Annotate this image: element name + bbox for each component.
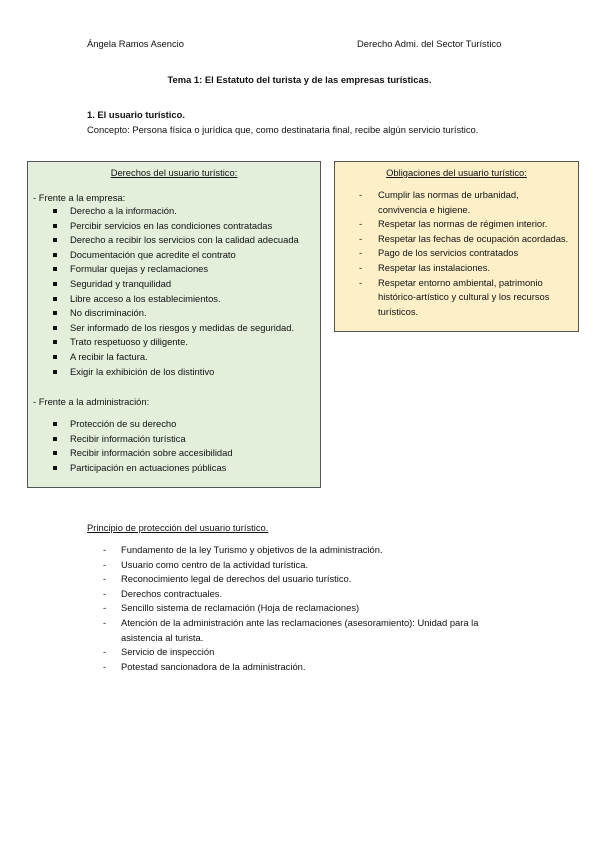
bullet-icon: [53, 326, 57, 330]
list-item: Percibir servicios en las condiciones contratadas: [70, 219, 273, 231]
section-heading: 1. El usuario turístico.: [87, 109, 185, 120]
dash-marker: -: [359, 247, 363, 259]
list-item: Exigir la exhibición de los distintivo: [70, 365, 215, 377]
bullet-icon: [53, 355, 57, 359]
dash-marker: -: [103, 558, 107, 570]
bullet-icon: [53, 209, 57, 213]
dash-marker: -: [103, 573, 107, 585]
bullet-icon: [53, 451, 57, 455]
bullet-icon: [53, 311, 57, 315]
list-item: Participación en actuaciones públicas: [70, 461, 227, 473]
document-title: Tema 1: El Estatuto del turista y de las empresas turísticas.: [167, 74, 432, 85]
list-item: Derecho a recibir los servicios con la calidad adecuada: [70, 234, 299, 246]
list-item: turísticos.: [378, 305, 419, 317]
admin-heading: - Frente a la administración:: [33, 396, 150, 407]
concept-text: Concepto: Persona física o jurídica que, como destinataria final, recibe algún servicio turístico.: [87, 124, 479, 135]
author-name: Ángela Ramos Asencio: [87, 38, 184, 49]
list-item: Recibir información turística: [70, 432, 186, 444]
list-item: A recibir la factura.: [70, 351, 148, 362]
dash-marker: -: [103, 544, 107, 555]
dash-marker: -: [103, 602, 107, 614]
list-item: Protección de su derecho: [70, 418, 177, 429]
list-item: Usuario como centro de la actividad turística.: [121, 558, 309, 570]
obligations-title: Obligaciones del usuario turístico:: [386, 167, 527, 178]
list-item: Cumplir las normas de urbanidad,: [378, 189, 519, 200]
dash-marker: -: [103, 587, 107, 599]
list-item: asistencia al turista.: [121, 631, 204, 643]
bullet-icon: [53, 238, 57, 242]
list-item: histórico-artístico y cultural y los recursos: [378, 291, 550, 303]
list-item: Trato respetuoso y diligente.: [70, 336, 188, 348]
dash-marker: -: [103, 646, 107, 658]
list-item: Documentación que acredite el contrato: [70, 248, 236, 260]
list-item: Seguridad y tranquilidad: [70, 278, 172, 289]
dash-marker: -: [103, 617, 107, 628]
list-item: Recibir información sobre accesibilidad: [70, 447, 233, 459]
bullet-icon: [53, 224, 57, 228]
bullet-icon: [53, 297, 57, 301]
list-item: No discriminación.: [70, 307, 147, 319]
company-heading: - Frente a la empresa:: [33, 192, 126, 203]
list-item: Reconocimiento legal de derechos del usuario turístico.: [121, 573, 352, 585]
bullet-icon: [53, 267, 57, 271]
principle-title: Principio de protección del usuario turístico.: [87, 522, 269, 533]
dash-marker: -: [103, 660, 107, 672]
dash-marker: -: [359, 189, 363, 200]
dash-marker: -: [359, 218, 363, 230]
rights-box: [27, 161, 321, 488]
bullet-icon: [53, 340, 57, 344]
list-item: Servicio de inspección: [121, 646, 215, 658]
list-item: Derechos contractuales.: [121, 587, 223, 599]
list-item: Fundamento de la ley Turismo y objetivos de la administración.: [121, 544, 383, 555]
list-item: Potestad sancionadora de la administración.: [121, 660, 306, 672]
bullet-icon: [53, 437, 57, 441]
dash-marker: -: [359, 276, 363, 288]
list-item: Sencillo sistema de reclamación (Hoja de reclamaciones): [121, 602, 360, 614]
list-item: Libre acceso a los establecimientos.: [70, 292, 221, 304]
list-item: Formular quejas y reclamaciones: [70, 263, 209, 275]
dash-marker: -: [359, 232, 363, 244]
bullet-icon: [53, 422, 57, 426]
list-item: Respetar entorno ambiental, patrimonio: [378, 276, 543, 288]
list-item: convivencia e higiene.: [378, 203, 471, 215]
list-item: Respetar las fechas de ocupación acordadas.: [378, 232, 569, 244]
list-item: Ser informado de los riesgos y medidas de seguridad.: [70, 321, 295, 333]
course-name: Derecho Admi. del Sector Turístico: [357, 38, 502, 49]
list-item: Pago de los servicios contratados: [378, 247, 519, 259]
bullet-icon: [53, 466, 57, 470]
list-item: Respetar las normas de régimen interior.: [378, 218, 548, 230]
bullet-icon: [53, 253, 57, 257]
list-item: Derecho a la información.: [70, 205, 177, 216]
bullet-icon: [53, 370, 57, 374]
dash-marker: -: [359, 262, 363, 273]
list-item: Respetar las instalaciones.: [378, 262, 491, 273]
obligations-box: [334, 161, 579, 332]
rights-title: Derechos del usuario turístico:: [110, 167, 238, 178]
bullet-icon: [53, 282, 57, 286]
list-item: Atención de la administración ante las reclamaciones (asesoramiento): Unidad para la: [121, 617, 479, 628]
